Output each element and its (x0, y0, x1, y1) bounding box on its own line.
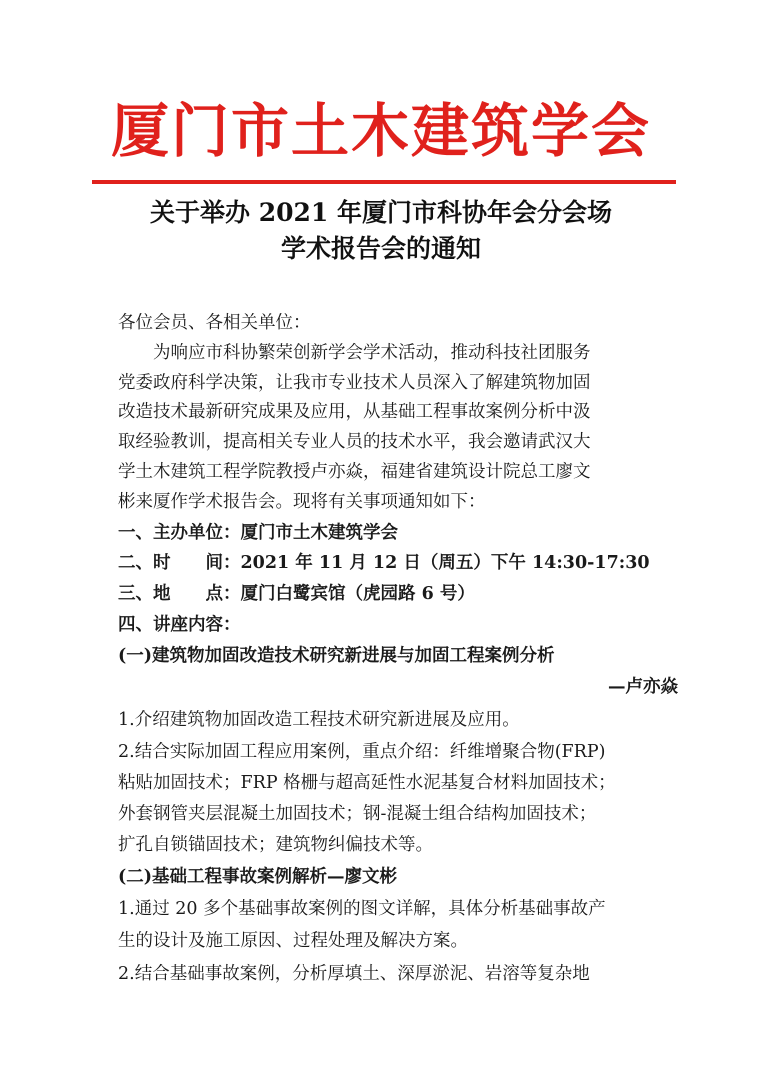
intro-line: 取经验教训，提高相关专业人员的技术水平，我会邀请武汉大 (118, 432, 591, 452)
lecture-1-line: 2.结合实际加固工程应用案例，重点介绍：纤维增聚合物(FRP) (118, 742, 606, 762)
item-content: 四、讲座内容： (118, 615, 241, 635)
letterhead-red-rule (92, 180, 676, 184)
intro-line: 学土木建筑工程学院教授卢亦焱，福建省建筑设计院总工廖文 (118, 462, 591, 482)
intro-line: 改造技术最新研究成果及应用，从基础工程事故案例分析中汲 (118, 402, 591, 422)
lecture-2-heading: (二)基础工程事故案例解析—廖文彬 (118, 867, 398, 887)
lecture-1-line: 粘贴加固技术；FRP 格栅与超高延性水泥基复合材料加固技术； (118, 773, 616, 793)
item-place: 三、地 点：厦门白鹭宾馆（虎园路 6 号） (118, 584, 475, 604)
intro-line: 彬来厦作学术报告会。现将有关事项通知如下： (118, 492, 486, 512)
lecture-1-line: 外套钢管夹层混凝土加固技术；钢-混凝士组合结构加固技术； (118, 804, 597, 824)
intro-line: 为响应市科协繁荣创新学会学术活动，推动科技社团服务 (153, 343, 591, 363)
item-host: 一、主办单位：厦门市土木建筑学会 (118, 523, 398, 543)
item-time: 二、时 间：2021 年 11 月 12 日（周五）下午 14:30-17:30 (118, 553, 650, 573)
lecture-1-speaker: —卢亦焱 (608, 677, 678, 697)
notice-title-line-2: 学术报告会的通知 (280, 234, 481, 263)
lecture-1-line: 1.介绍建筑物加固改造工程技术研究新进展及应用。 (118, 710, 520, 730)
lecture-2-line: 1.通过 20 多个基础事故案例的图文详解，具体分析基础事故产 (118, 899, 606, 919)
lecture-1-heading: (一)建筑物加固改造技术研究新进展与加固工程案例分析 (118, 646, 555, 666)
intro-line: 党委政府科学决策，让我市专业技术人员深入了解建筑物加固 (118, 373, 591, 393)
letterhead-org-name: 厦门市土木建筑学会 (110, 97, 651, 165)
lecture-2-line: 2.结合基础事故案例，分析厚填土、深厚淤泥、岩溶等复杂地 (118, 964, 590, 984)
notice-title-line-1: 关于举办 2021 年厦门市科协年会分会场 (150, 198, 612, 227)
salutation: 各位会员、各相关单位： (118, 313, 311, 333)
lecture-2-line: 生的设计及施工原因、过程处理及解决方案。 (118, 931, 468, 951)
lecture-1-line: 扩孔自锁锚固技术；建筑物纠偏技术等。 (118, 835, 433, 855)
